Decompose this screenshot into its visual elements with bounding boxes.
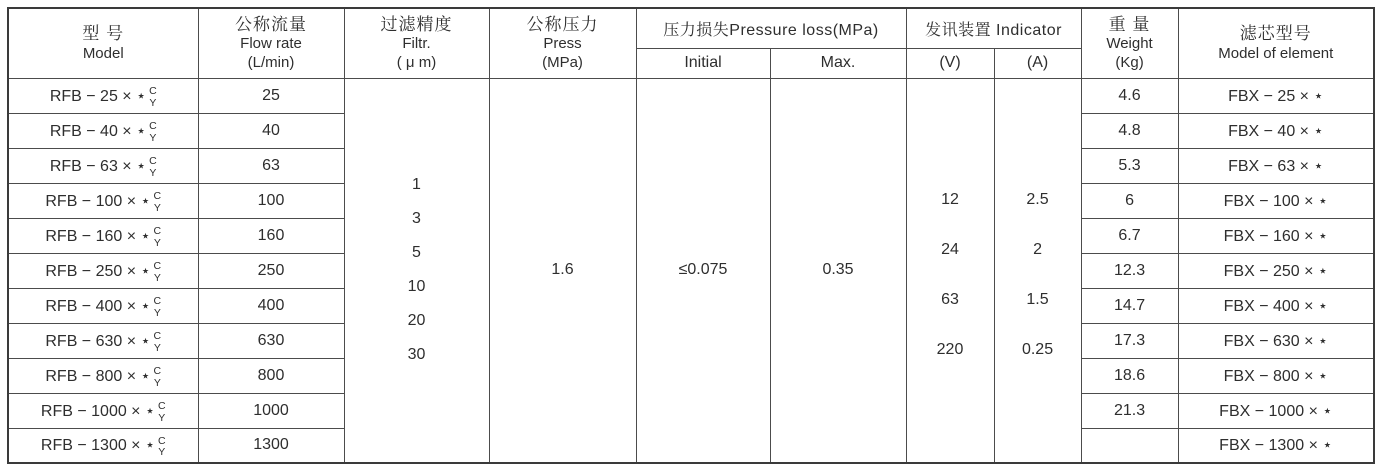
filtr-value: 20 xyxy=(407,312,426,330)
element-cell: FBX − 40 × ⋆ xyxy=(1178,113,1374,148)
model-text: RFB − 40 × ⋆ xyxy=(49,122,147,140)
model-text: RFB − 630 × ⋆ xyxy=(45,332,151,350)
model-suffix-cy xyxy=(154,331,162,353)
header-press-unit: (MPa) xyxy=(542,53,583,71)
model-suffix-cy xyxy=(149,156,157,178)
header-element-en: Model of element xyxy=(1218,44,1334,62)
header-volts: (V) xyxy=(906,48,994,78)
header-initial: Initial xyxy=(636,48,770,78)
voltage-value: 220 xyxy=(936,341,964,359)
weight-cell: 18.6 xyxy=(1081,358,1178,393)
model-suffix-cy xyxy=(154,191,162,213)
element-cell: FBX − 630 × ⋆ xyxy=(1178,323,1374,358)
model-text: RFB − 800 × ⋆ xyxy=(45,367,151,385)
current-value: 0.25 xyxy=(1021,341,1054,359)
header-press-en: Press xyxy=(543,35,582,53)
suffix-c: C xyxy=(153,330,162,343)
filtr-value: 5 xyxy=(412,244,421,262)
header-flow-zh: 公称流量 xyxy=(235,14,307,34)
suffix-c: C xyxy=(157,435,166,448)
voltage-value: 24 xyxy=(941,241,959,259)
weight-cell: 21.3 xyxy=(1081,393,1178,428)
voltage-value: 12 xyxy=(941,191,959,209)
element-cell: FBX − 1300 × ⋆ xyxy=(1178,428,1374,463)
flow-cell: 25 xyxy=(198,78,344,113)
suffix-y: Y xyxy=(158,411,166,424)
flow-cell: 40 xyxy=(198,113,344,148)
header-weight-zh: 重 量 xyxy=(1108,14,1151,34)
element-cell: FBX − 800 × ⋆ xyxy=(1178,358,1374,393)
model-cell xyxy=(8,113,198,148)
suffix-y: Y xyxy=(149,166,157,179)
voltage-cell xyxy=(906,78,994,463)
suffix-y: Y xyxy=(158,446,166,459)
element-cell: FBX − 100 × ⋆ xyxy=(1178,183,1374,218)
current-value: 2 xyxy=(1033,241,1042,259)
model-cell xyxy=(8,323,198,358)
weight-cell: 17.3 xyxy=(1081,323,1178,358)
flow-cell: 1000 xyxy=(198,393,344,428)
model-text: RFB − 63 × ⋆ xyxy=(49,157,147,175)
suffix-c: C xyxy=(153,365,162,378)
model-suffix-cy xyxy=(154,296,162,318)
header-weight-en: Weight xyxy=(1106,35,1153,53)
model-cell xyxy=(8,358,198,393)
suffix-y: Y xyxy=(153,236,161,249)
header-weight-unit: (Kg) xyxy=(1115,53,1144,71)
flow-cell: 160 xyxy=(198,218,344,253)
header-pressure-loss-group xyxy=(636,8,906,48)
flow-cell: 63 xyxy=(198,148,344,183)
model-suffix-cy xyxy=(154,366,162,388)
header-pressure xyxy=(489,8,636,78)
suffix-y: Y xyxy=(153,341,161,354)
filtr-value: 1 xyxy=(412,176,421,194)
weight-cell: 5.3 xyxy=(1081,148,1178,183)
table-body xyxy=(8,78,1374,463)
header-amps: (A) xyxy=(994,48,1081,78)
weight-cell: 14.7 xyxy=(1081,288,1178,323)
filtr-value: 3 xyxy=(412,210,421,228)
suffix-c: C xyxy=(149,85,157,98)
model-cell xyxy=(8,183,198,218)
weight-cell: 4.8 xyxy=(1081,113,1178,148)
table-row xyxy=(8,78,1374,113)
filter-spec-table xyxy=(7,7,1375,464)
element-cell: FBX − 160 × ⋆ xyxy=(1178,218,1374,253)
model-text: RFB − 100 × ⋆ xyxy=(45,192,151,210)
weight-cell xyxy=(1081,428,1178,463)
weight-cell: 4.6 xyxy=(1081,78,1178,113)
header-indicator-group xyxy=(906,8,1081,48)
model-text: RFB − 160 × ⋆ xyxy=(45,227,151,245)
model-suffix-cy xyxy=(149,121,157,143)
flow-cell: 250 xyxy=(198,253,344,288)
header-flow-en: Flow rate xyxy=(240,35,302,53)
weight-cell: 12.3 xyxy=(1081,253,1178,288)
suffix-y: Y xyxy=(149,131,157,144)
element-cell: FBX − 250 × ⋆ xyxy=(1178,253,1374,288)
header-press-zh: 公称压力 xyxy=(526,14,599,34)
loss-max-value: 0.35 xyxy=(822,261,854,279)
weight-cell: 6.7 xyxy=(1081,218,1178,253)
model-text: RFB − 250 × ⋆ xyxy=(45,262,151,280)
model-suffix-cy xyxy=(154,261,162,283)
voltage-value: 63 xyxy=(941,291,959,309)
suffix-c: C xyxy=(153,295,162,308)
suffix-c: C xyxy=(149,120,157,133)
weight-cell: 6 xyxy=(1081,183,1178,218)
model-text: RFB − 1300 × ⋆ xyxy=(40,437,155,455)
filtr-value: 30 xyxy=(407,346,426,364)
suffix-c: C xyxy=(157,400,166,413)
suffix-y: Y xyxy=(153,271,161,284)
current-value: 1.5 xyxy=(1026,291,1049,309)
model-suffix-cy xyxy=(149,86,157,108)
filtr-value: 10 xyxy=(407,278,426,296)
suffix-y: Y xyxy=(153,376,161,389)
flow-cell: 400 xyxy=(198,288,344,323)
suffix-c: C xyxy=(153,260,162,273)
suffix-y: Y xyxy=(153,306,161,319)
suffix-c: C xyxy=(153,225,162,238)
model-cell xyxy=(8,393,198,428)
loss-initial-value: ≤0.075 xyxy=(678,261,728,279)
header-flow-unit: (L/min) xyxy=(247,53,295,71)
header-flow-rate xyxy=(198,8,344,78)
current-cell xyxy=(994,78,1081,463)
pressure-cell xyxy=(489,78,636,463)
element-cell: FBX − 1000 × ⋆ xyxy=(1178,393,1374,428)
flow-cell: 800 xyxy=(198,358,344,393)
header-filtration xyxy=(344,8,489,78)
loss-initial-cell xyxy=(636,78,770,463)
suffix-c: C xyxy=(153,190,162,203)
filtration-cell xyxy=(344,78,489,463)
model-cell xyxy=(8,78,198,113)
header-element-zh: 滤芯型号 xyxy=(1239,24,1312,44)
header-element-model xyxy=(1178,8,1374,78)
header-max: Max. xyxy=(770,48,906,78)
header-model-zh: 型 号 xyxy=(82,24,125,44)
model-cell xyxy=(8,218,198,253)
suffix-y: Y xyxy=(153,201,161,214)
header-filtr-zh: 过滤精度 xyxy=(380,14,453,34)
model-text: RFB − 25 × ⋆ xyxy=(49,87,147,105)
header-indicator-label: 发讯装置 Indicator xyxy=(925,21,1062,39)
element-cell: FBX − 63 × ⋆ xyxy=(1178,148,1374,183)
suffix-y: Y xyxy=(149,96,157,109)
model-cell xyxy=(8,288,198,323)
model-suffix-cy xyxy=(154,226,162,248)
table-header xyxy=(8,8,1374,78)
header-weight xyxy=(1081,8,1178,78)
header-model-en: Model xyxy=(82,44,124,62)
header-filtr-unit: ( μ m) xyxy=(396,53,437,71)
header-model xyxy=(8,8,198,78)
model-cell xyxy=(8,253,198,288)
suffix-c: C xyxy=(149,155,157,168)
element-cell: FBX − 25 × ⋆ xyxy=(1178,78,1374,113)
header-filtr-en: Filtr. xyxy=(402,35,431,53)
flow-cell: 100 xyxy=(198,183,344,218)
loss-max-cell xyxy=(770,78,906,463)
press-value: 1.6 xyxy=(551,261,574,279)
flow-cell: 1300 xyxy=(198,428,344,463)
model-suffix-cy xyxy=(158,436,166,458)
flow-cell: 630 xyxy=(198,323,344,358)
model-suffix-cy xyxy=(158,401,166,423)
model-text: RFB − 400 × ⋆ xyxy=(45,297,151,315)
model-cell xyxy=(8,148,198,183)
element-cell: FBX − 400 × ⋆ xyxy=(1178,288,1374,323)
header-pressure-loss-label: 压力损失Pressure loss(MPa) xyxy=(663,21,879,39)
model-text: RFB − 1000 × ⋆ xyxy=(40,402,155,420)
model-cell xyxy=(8,428,198,463)
current-value: 2.5 xyxy=(1026,191,1049,209)
